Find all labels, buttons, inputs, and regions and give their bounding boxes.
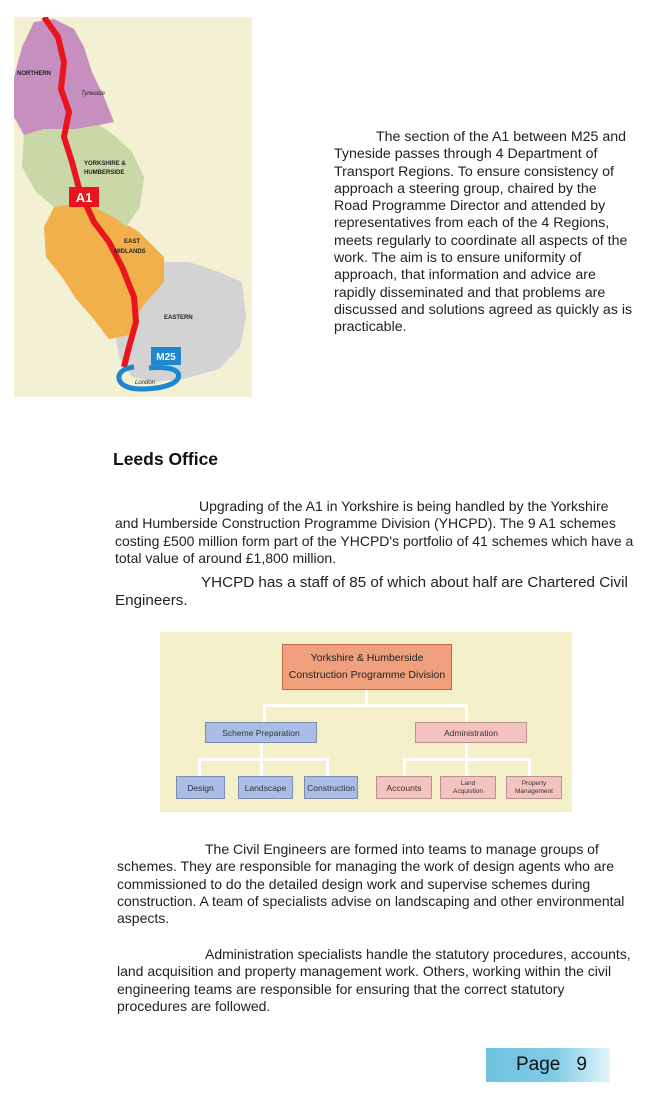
section-heading: Leeds Office (113, 449, 219, 469)
accounts-label: Accounts (386, 782, 422, 793)
property-line-1: Property (521, 779, 547, 787)
m25-badge-label: M25 (156, 352, 176, 363)
landscape-label: Landscape (244, 782, 287, 793)
connector (465, 758, 468, 776)
intro-text (334, 129, 634, 337)
land-acquisition-box (440, 776, 496, 799)
connector (403, 758, 406, 776)
property-line-2: Management (515, 787, 553, 795)
org-top-box (282, 644, 452, 690)
midlands-label: MIDLANDS (114, 249, 146, 255)
connector (365, 689, 368, 705)
humberside-label: HUMBERSIDE (84, 170, 125, 176)
connector (198, 758, 201, 776)
engineers-paragraph (117, 841, 637, 927)
design-label: Design (187, 782, 214, 793)
page-number-badge (486, 1048, 610, 1082)
connector (260, 758, 263, 776)
leeds-p2-text: YHCPD has a staff of 85 of which about half are Chartered Civil Engineers. (115, 574, 628, 610)
leeds-paragraph-2 (115, 574, 635, 611)
connector (326, 758, 329, 776)
eastern-label: EASTERN (164, 315, 193, 321)
page-label: Page (516, 1054, 561, 1075)
org-top-line-2: Construction Programme Division (288, 669, 446, 681)
northern-label: NORTHERN (17, 71, 51, 77)
london-label: London (135, 380, 156, 386)
landscape-box (238, 776, 293, 799)
property-management-box (506, 776, 562, 799)
administration-paragraph (117, 946, 637, 1015)
yorkshire-label: YORKSHIRE & (84, 161, 126, 167)
scheme-preparation-box (205, 722, 317, 743)
p3-text: The Civil Engineers are formed into teams to manage groups of schemes. They are responsible for managing the work of design agents who are commissioned to do the detailed design work and supervise schemes during construction. A team of specialists advise on landscaping and other environmental aspects. (117, 841, 625, 927)
land-line-2: Acquistion (453, 787, 483, 795)
construction-box (304, 776, 358, 799)
org-chart (160, 632, 572, 812)
org-top-line-1: Yorkshire & Humberside (310, 652, 424, 664)
accounts-box (376, 776, 432, 799)
tyneside-label: Tyneside (81, 91, 105, 97)
scheme-preparation-label: Scheme Preparation (222, 727, 300, 738)
page-number: 9 (576, 1054, 587, 1075)
land-line-1: Land (460, 779, 476, 787)
connector (528, 758, 531, 776)
p4-text: Administration specialists handle the statutory procedures, accounts, land acquisition and property management work. Others, working within the civil engineering teams are responsible for ensuring that the correct statutory procedures are followed. (117, 946, 631, 1014)
leeds-p1-text: Upgrading of the A1 in Yorkshire is being handled by the Yorkshire and Humberside Construction Programme Division (YHCPD). The 9 A1 schemes costing £500 million form part of the YHCPD's portfolio of 41 schemes which have a total value of around £1,800 million. (115, 498, 634, 566)
east-label: EAST (124, 239, 141, 245)
administration-label: Administration (444, 727, 498, 738)
connector (260, 740, 263, 760)
map-svg (14, 17, 252, 397)
construction-label: Construction (307, 782, 355, 793)
intro-paragraph: The section of the A1 between M25 and Tyneside passes through 4 Department of Transport Regions. To ensure consistency of approach a steering group, chaired by the Road Programme Director and attended by representatives from each of the 4 Regions, meets regularly to coordinate all aspects of the work. The aim is to ensure uniformity of approach, that information and advice are rapidly disseminated and that problems are discussed and solutions agreed as quickly as is practicable. (334, 129, 633, 336)
connector (263, 704, 266, 724)
connector (465, 740, 468, 760)
connector (465, 704, 468, 724)
a1-badge-label: A1 (75, 190, 93, 205)
connector (198, 758, 328, 761)
connector (263, 704, 468, 707)
leeds-paragraph-1 (115, 498, 635, 567)
administration-box (415, 722, 527, 743)
region-map (14, 17, 252, 397)
design-box (176, 776, 225, 799)
